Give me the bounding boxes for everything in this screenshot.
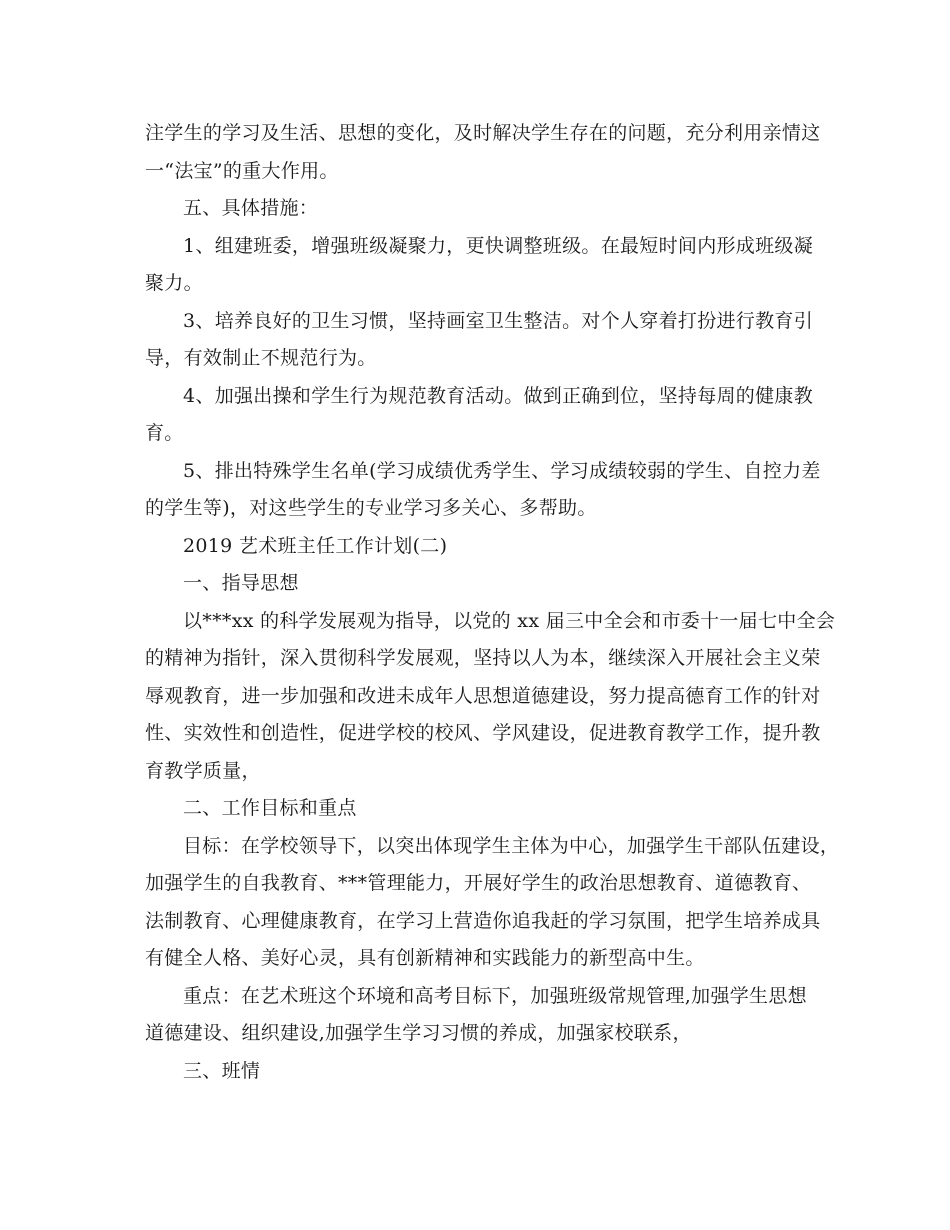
text-line: 法制教育、心理健康教育，在学习上营造你追我赶的学习氛围，把学生培养成具: [145, 909, 821, 932]
text-line: 辱观教育，进一步加强和改进未成年人思想道德建设，努力提高德育工作的针对: [145, 684, 821, 707]
paragraph: [145, 828, 840, 978]
text-line: 1、组建班委，增强班级凝聚力，更快调整班级。在最短时间内形成班级凝: [183, 234, 813, 257]
text-line: 2019 艺术班主任工作计划(二): [183, 534, 448, 557]
paragraph: [145, 190, 815, 228]
text-line: 以***xx 的科学发展观为指导，以党的 xx 届三中全会和市委十一届七中全会: [183, 609, 836, 632]
text-line: 一“法宝”的重大作用。: [145, 159, 339, 182]
text-line: 有健全人格、美好心灵，具有创新精神和实践能力的新型高中生。: [145, 947, 705, 969]
text-line: 育教学质量，: [145, 759, 261, 782]
text-line: 目标：在学校领导下，以突出体现学生主体为中心，加强学生干部队伍建设，: [183, 834, 840, 857]
text-line: 3、培养良好的卫生习惯，坚持画室卫生整洁。对个人穿着打扮进行教育引: [183, 309, 813, 332]
text-line: 的学生等)，对这些学生的专业学习多关心、多帮助。: [145, 497, 597, 519]
paragraph: [145, 378, 815, 453]
text-line: 三、班情: [183, 1059, 261, 1082]
text-line: 5、排出特殊学生名单(学习成绩优秀学生、学习成绩较弱的学生、自控力差: [183, 459, 821, 482]
paragraph: [145, 978, 815, 1053]
paragraph: [145, 528, 815, 566]
text-line: 导，有效制止不规范行为。: [145, 347, 377, 369]
text-line: 4、加强出操和学生行为规范教育活动。做到正确到位，坚持每周的健康教: [183, 384, 813, 407]
paragraph: [145, 228, 815, 303]
text-line: 道德建设、组织建设,加强学生学习习惯的养成，加强家校联系，: [145, 1022, 692, 1044]
text-line: 加强学生的自我教育、***管理能力，开展好学生的政治思想教育、道德教育、: [145, 872, 812, 894]
text-line: 注学生的学习及生活、思想的变化，及时解决学生存在的问题，充分利用亲情这: [145, 122, 821, 144]
text-line: 五、具体措施：: [183, 197, 319, 219]
text-line: 聚力。: [145, 272, 203, 294]
text-line: 育。: [145, 422, 184, 444]
paragraph: [145, 565, 815, 603]
paragraph: [145, 1053, 815, 1091]
paragraph: [145, 115, 821, 190]
text-line: 一、指导思想: [183, 572, 299, 594]
document-body: [145, 115, 840, 1090]
text-line: 重点：在艺术班这个环境和高考目标下，加强班级常规管理,加强学生思想: [183, 984, 807, 1007]
paragraph: [145, 603, 836, 791]
paragraph: [145, 453, 821, 528]
text-line: 的精神为指针，深入贯彻科学发展观，坚持以人为本，继续深入开展社会主义荣: [145, 647, 821, 669]
text-line: 性、实效性和创造性，促进学校的校风、学风建设，促进教育教学工作，提升教: [145, 722, 821, 744]
text-line: 二、工作目标和重点: [183, 797, 357, 819]
paragraph: [145, 303, 815, 378]
paragraph: [145, 790, 815, 828]
